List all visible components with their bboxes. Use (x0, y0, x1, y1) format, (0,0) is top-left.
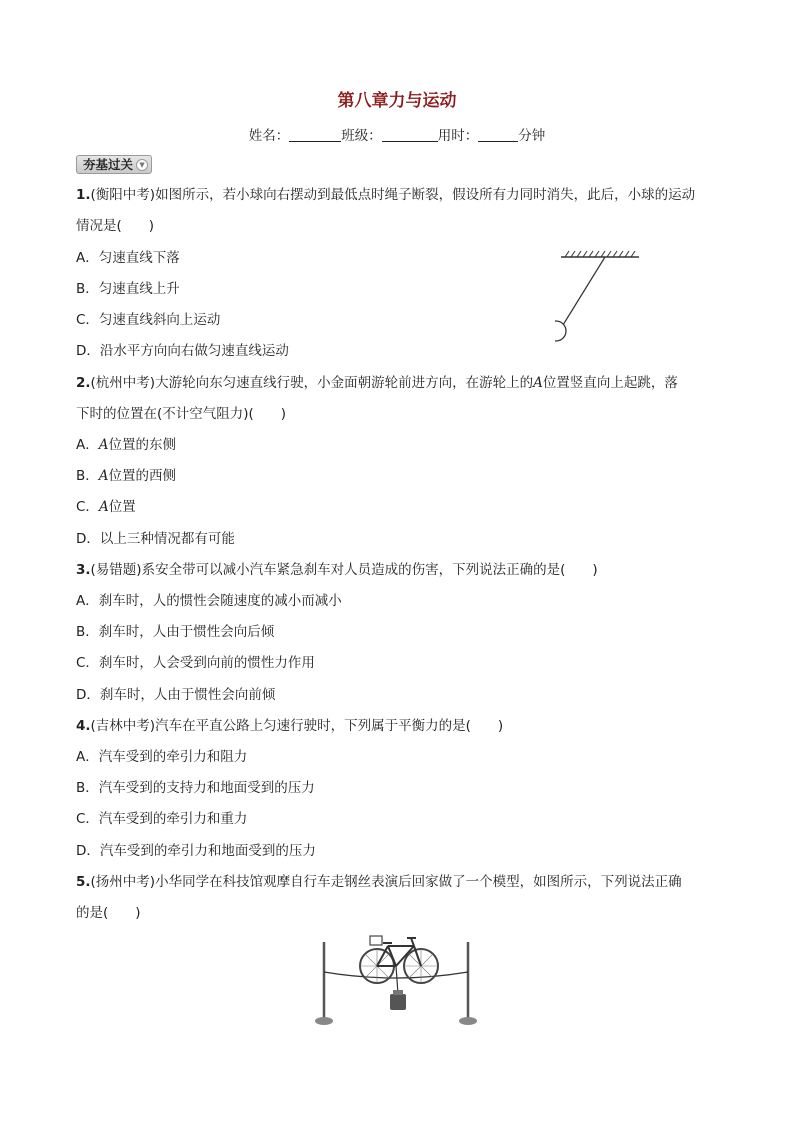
question-4-option-b: B．汽车受到的支持力和地面受到的压力 (76, 780, 315, 796)
question-3-option-b: B．刹车时，人由于惯性会向后倾 (76, 624, 275, 640)
chevron-down-icon: ▼ (136, 159, 148, 171)
question-2-option-a: A．A位置的东侧 (76, 437, 176, 453)
student-info-line (0, 124, 794, 144)
question-1-option-c: C．匀速直线斜向上运动 (76, 312, 221, 328)
question-2-line-2: 下时的位置在(不计空气阻力)( ) (76, 406, 287, 422)
section-badge (76, 155, 152, 174)
question-3-line-1: 3.(易错题)系安全带可以减小汽车紧急刹车对人员造成的伤害，下列说法正确的是( ) (76, 562, 598, 578)
question-4-option-a: A．汽车受到的牵引力和阻力 (76, 749, 248, 765)
question-4-option-d: D．汽车受到的牵引力和地面受到的压力 (76, 843, 316, 859)
question-3-option-a: A．刹车时，人的惯性会随速度的减小而减小 (76, 593, 342, 609)
class-blank (382, 129, 438, 142)
question-1-option-a: A．匀速直线下落 (76, 250, 180, 266)
question-1-line-2: 情况是( ) (76, 218, 155, 234)
question-5-line-1: 5.(扬州中考)小华同学在科技馆观摩自行车走钢丝表演后回家做了一个模型，如图所示，下列说法正确 (76, 874, 682, 890)
question-2-option-c: C．A位置 (76, 499, 136, 515)
minute-label: 分钟 (518, 128, 546, 144)
section-badge-label: 夯基过关 (83, 157, 134, 172)
question-2-number: 2. (76, 375, 91, 391)
question-1-option-b: B．匀速直线上升 (76, 281, 180, 297)
question-4-option-c: C．汽车受到的牵引力和重力 (76, 811, 248, 827)
question-5-number: 5. (76, 874, 91, 890)
question-1-line-1: 1.(衡阳中考)如图所示，若小球向右摆动到最低点时绳子断裂，假设所有力同时消失，此后，小球的运动 (76, 187, 696, 203)
page-title: 第八章力与运动 (337, 91, 457, 111)
name-blank (289, 129, 341, 142)
question-2-line-1: 2.(杭州中考)大游轮向东匀速直线行驶，小金面朝游轮前进方向，在游轮上的A位置竖直向上起跳，落 (76, 375, 678, 391)
pendulum-figure (555, 246, 650, 351)
question-1-number: 1. (76, 187, 91, 203)
bicycle-on-wire-figure (310, 932, 490, 1028)
question-5-line-2: 的是( ) (76, 905, 141, 921)
time-blank (478, 129, 518, 142)
question-3-option-c: C．刹车时，人会受到向前的惯性力作用 (76, 655, 315, 671)
question-2-option-d: D．以上三种情况都有可能 (76, 531, 235, 547)
class-label: 班级： (341, 128, 382, 144)
question-3-option-d: D．刹车时，人由于惯性会向前倾 (76, 687, 276, 703)
question-2-option-b: B．A位置的西侧 (76, 468, 177, 484)
time-label: 用时： (437, 128, 479, 144)
question-3-number: 3. (76, 562, 91, 578)
question-1-option-d: D．沿水平方向向右做匀速直线运动 (76, 343, 289, 359)
question-4-line-1: 4.(吉林中考)汽车在平直公路上匀速行驶时，下列属于平衡力的是( ) (76, 718, 504, 734)
name-label: 姓名： (248, 128, 290, 144)
question-4-number: 4. (76, 718, 91, 734)
